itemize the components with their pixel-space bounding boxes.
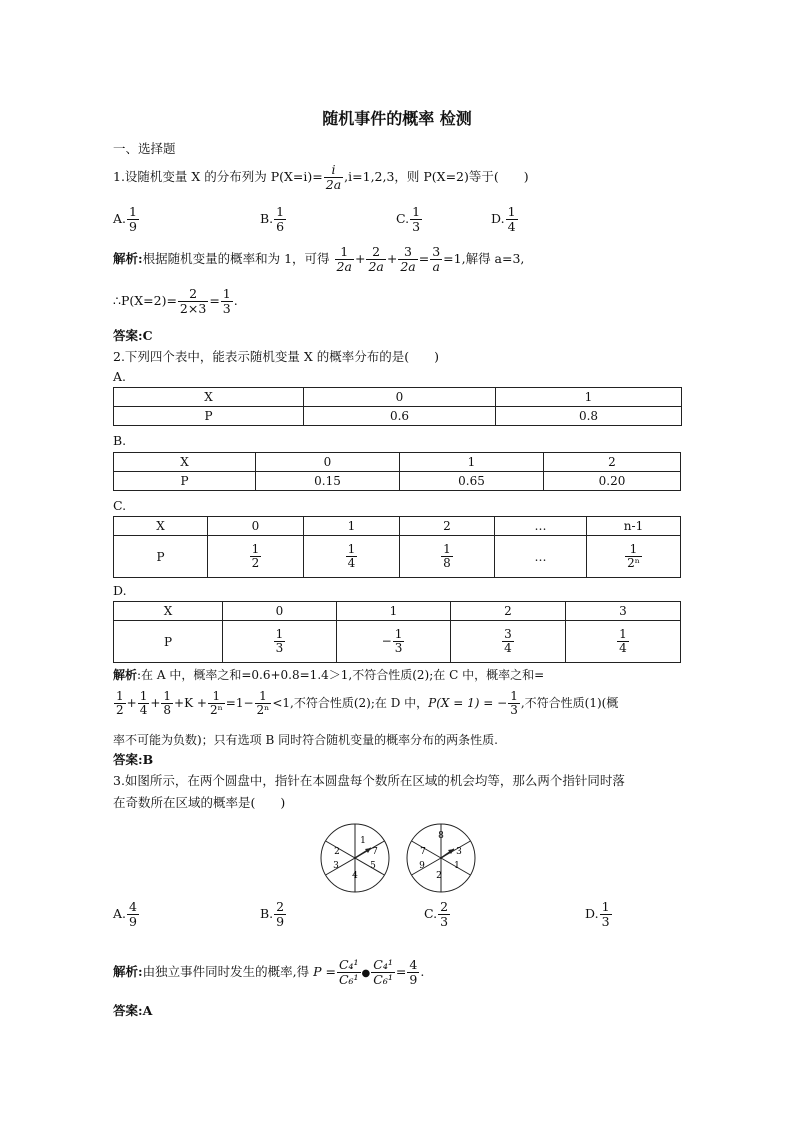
q2-analysis-line1: 解析:在 A 中，概率之和=0.6+0.8=1.4＞1,不符合性质(2);在 C 中，概率之和=	[113, 668, 545, 682]
q1-option-b: B. $\frac{1}{6}$	[260, 204, 285, 234]
wheel1-num-1: 1	[360, 836, 366, 846]
wheel2-num-7: 7	[420, 847, 426, 857]
q3-answer: 答案:A	[113, 1003, 153, 1018]
q1-option-c: C. $\frac{1}{3}$	[396, 204, 421, 234]
q1-answer: 答案:C	[113, 328, 153, 343]
table-a: X 0 1 P 0.6 0.8	[113, 387, 682, 426]
table-c: X 0 1 2 … n-1 P $\frac{1}{2}$ $\frac{1}{4}$ $\frac{1}{8}$ … $\frac{1}{\text{2ⁿ}}$	[113, 516, 681, 578]
table-b: X 0 1 2 P 0.15 0.65 0.20	[113, 452, 681, 491]
q3-stem-line2: 在奇数所在区域的概率是( )	[113, 795, 286, 810]
table-d-label: D.	[113, 583, 127, 598]
spinner-wheel-1	[319, 822, 391, 894]
table-b-label: B.	[113, 433, 127, 448]
table-a-label: A.	[113, 369, 127, 384]
wheel2-num-3: 3	[456, 847, 462, 857]
q2-analysis-line2: $\frac{1}{2}$ + $\frac{1}{4}$ + $\frac{1}{8}$ +K + $\frac{1}{\text{2ⁿ}}$ =1− $\frac{1}{\text{2ⁿ}}$ <1,不符合性质(2);在 D 中，P(X = 1) = − $\frac{1}{3}$ ,不符合性质(1)(概	[116, 689, 619, 717]
q3-option-d: D. $\frac{1}{3}$	[585, 899, 610, 929]
wheel2-num-9: 9	[419, 861, 425, 871]
wheel2-num-2: 2	[436, 871, 442, 881]
page-title: 随机事件的概率 检测	[322, 109, 472, 128]
q1-option-a: A. $\frac{1}{9}$	[113, 204, 137, 234]
table-c-label: C.	[113, 498, 127, 513]
q2-analysis-line3: 率不可能为负数)；只有选项 B 同时符合随机变量的概率分布的两条性质.	[113, 733, 498, 747]
q3-stem-line1: 3.如图所示，在两个圆盘中，指针在本圆盘每个数所在区域的机会均等，那么两个指针同时落	[113, 773, 625, 788]
q3-option-c: C. $\frac{2}{3}$	[424, 899, 449, 929]
wheel1-num-4: 4	[352, 871, 358, 881]
table-d: X 0 1 2 3 P $\frac{1}{3}$ − $\frac{1}{3}$ $\frac{3}{4}$ $\frac{1}{4}$	[113, 601, 681, 663]
wheel1-num-3: 3	[333, 861, 339, 871]
wheel1-num-7: 7	[372, 847, 378, 857]
wheel1-num-2: 2	[334, 847, 340, 857]
q2-stem: 2.下列四个表中，能表示随机变量 X 的概率分布的是( )	[113, 349, 440, 364]
wheel2-num-8: 8	[438, 831, 444, 841]
q1-analysis: 解析:根据随机变量的概率和为 1，可得 $\frac{1}{2a}$ + $\frac{2}{2a}$ + $\frac{3}{2a}$ = $\frac{3}{a}$ =1,解得 a=3,	[113, 244, 525, 274]
q3-option-a: A. $\frac{4}{9}$	[113, 899, 137, 929]
q1-analysis-line2: ∴P(X=2)= $\frac{2}{2\times 3}$ = $\frac{1}{3}$ .	[113, 286, 238, 316]
q3-option-b: B. $\frac{2}{9}$	[260, 899, 285, 929]
q1-option-d: D. $\frac{1}{4}$	[491, 204, 516, 234]
wheel1-num-5: 5	[370, 861, 376, 871]
q2-answer: 答案:B	[113, 752, 154, 767]
q3-analysis: 解析:由独立事件同时发生的概率,得 P = $\frac{\text{C₄¹}}{\text{C₆¹}}$ ● $\frac{\text{C₄¹}}{\text{C₆¹}}$ = $\frac{4}{9}$ .	[113, 957, 425, 987]
section-heading: 一、选择题	[113, 141, 176, 156]
q1-stem: 1.设随机变量 X 的分布列为 P(X=i)= $\frac{i}{2a}$ ,i=1,2,3，则 P(X=2)等于( )	[113, 162, 529, 192]
wheel2-num-1: 1	[454, 861, 460, 871]
spinner-wheel-2	[405, 822, 477, 894]
